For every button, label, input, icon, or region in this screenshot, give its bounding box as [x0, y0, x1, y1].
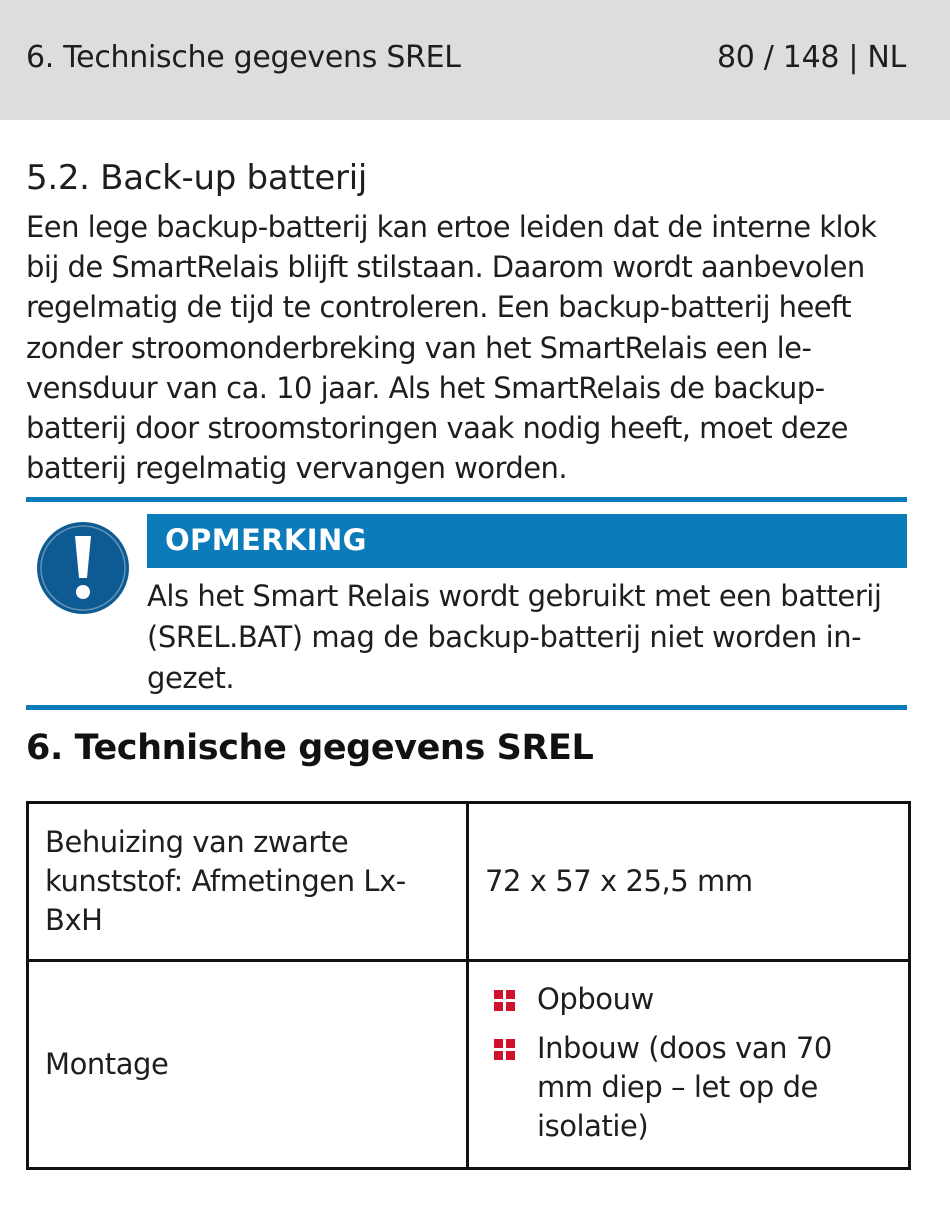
note-bottom-rule: [26, 705, 907, 710]
spec-value: 72 x 57 x 25,5 mm: [485, 864, 753, 898]
spec-value-cell: [468, 961, 910, 1169]
body-line: batterij regelmatig vervangen worden.: [26, 451, 567, 486]
list-item: [485, 980, 892, 1019]
spec-label-line: Montage: [45, 1047, 169, 1081]
header-page-info: 80 / 148 | NL: [716, 40, 906, 75]
list-item-text: Opbouw: [537, 981, 654, 1016]
body-line: vensduur van ca. 10 jaar. Als het SmartRelais de backup-: [26, 370, 825, 405]
spec-table: [26, 801, 911, 1170]
list-item-text: isolatie): [537, 1108, 649, 1143]
spec-label-cell: [28, 961, 468, 1169]
list-item: [485, 1029, 892, 1146]
body-line: bij de SmartRelais blijft stilstaan. Daarom wordt aanbevolen: [26, 250, 865, 285]
table-row: [28, 961, 910, 1169]
chapter-heading: 6. Technische gegevens SREL: [26, 728, 594, 768]
spec-label-cell: [28, 803, 468, 961]
red-square-bullet-icon: [494, 1039, 515, 1060]
note-text: [147, 576, 917, 698]
body-line: batterij door stroomstoringen vaak nodig heeft, moet deze: [26, 411, 848, 446]
spec-label-line: Behuizing van zwarte: [45, 825, 349, 859]
note-line: Als het Smart Relais wordt gebruikt met een batterij: [147, 579, 882, 613]
note-label: OPMERKING: [165, 523, 367, 557]
page-header: [0, 0, 950, 120]
body-line: zonder stroomonderbreking van het SmartRelais een le-: [26, 330, 812, 365]
spec-value-cell: [468, 803, 910, 961]
table-row: [28, 803, 910, 961]
note-line: gezet.: [147, 660, 235, 695]
header-chapter-title: 6. Technische gegevens SREL: [26, 40, 461, 75]
red-square-bullet-icon: [494, 990, 515, 1011]
note-line: (SREL.BAT) mag de backup-batterij niet worden in-: [147, 619, 862, 654]
note-top-rule: [26, 497, 907, 502]
note-label-bar: [147, 514, 907, 568]
body-line: Een lege backup-batterij kan ertoe leiden dat de interne klok: [26, 210, 877, 244]
section-body-text: [26, 207, 916, 488]
mounting-options-list: [485, 980, 892, 1146]
list-item-text: mm diep – let op de: [537, 1069, 818, 1104]
spec-label-line: BxH: [45, 903, 103, 937]
body-line: regelmatig de tijd te controleren. Een backup-batterij heeft: [26, 290, 852, 325]
list-item-text: Inbouw (doos van 70: [537, 1030, 832, 1065]
spec-label-line: kunststof: Afmetingen Lx-: [45, 864, 406, 898]
exclamation-circle-icon: [35, 520, 131, 616]
section-heading: 5.2. Back-up batterij: [26, 158, 368, 198]
